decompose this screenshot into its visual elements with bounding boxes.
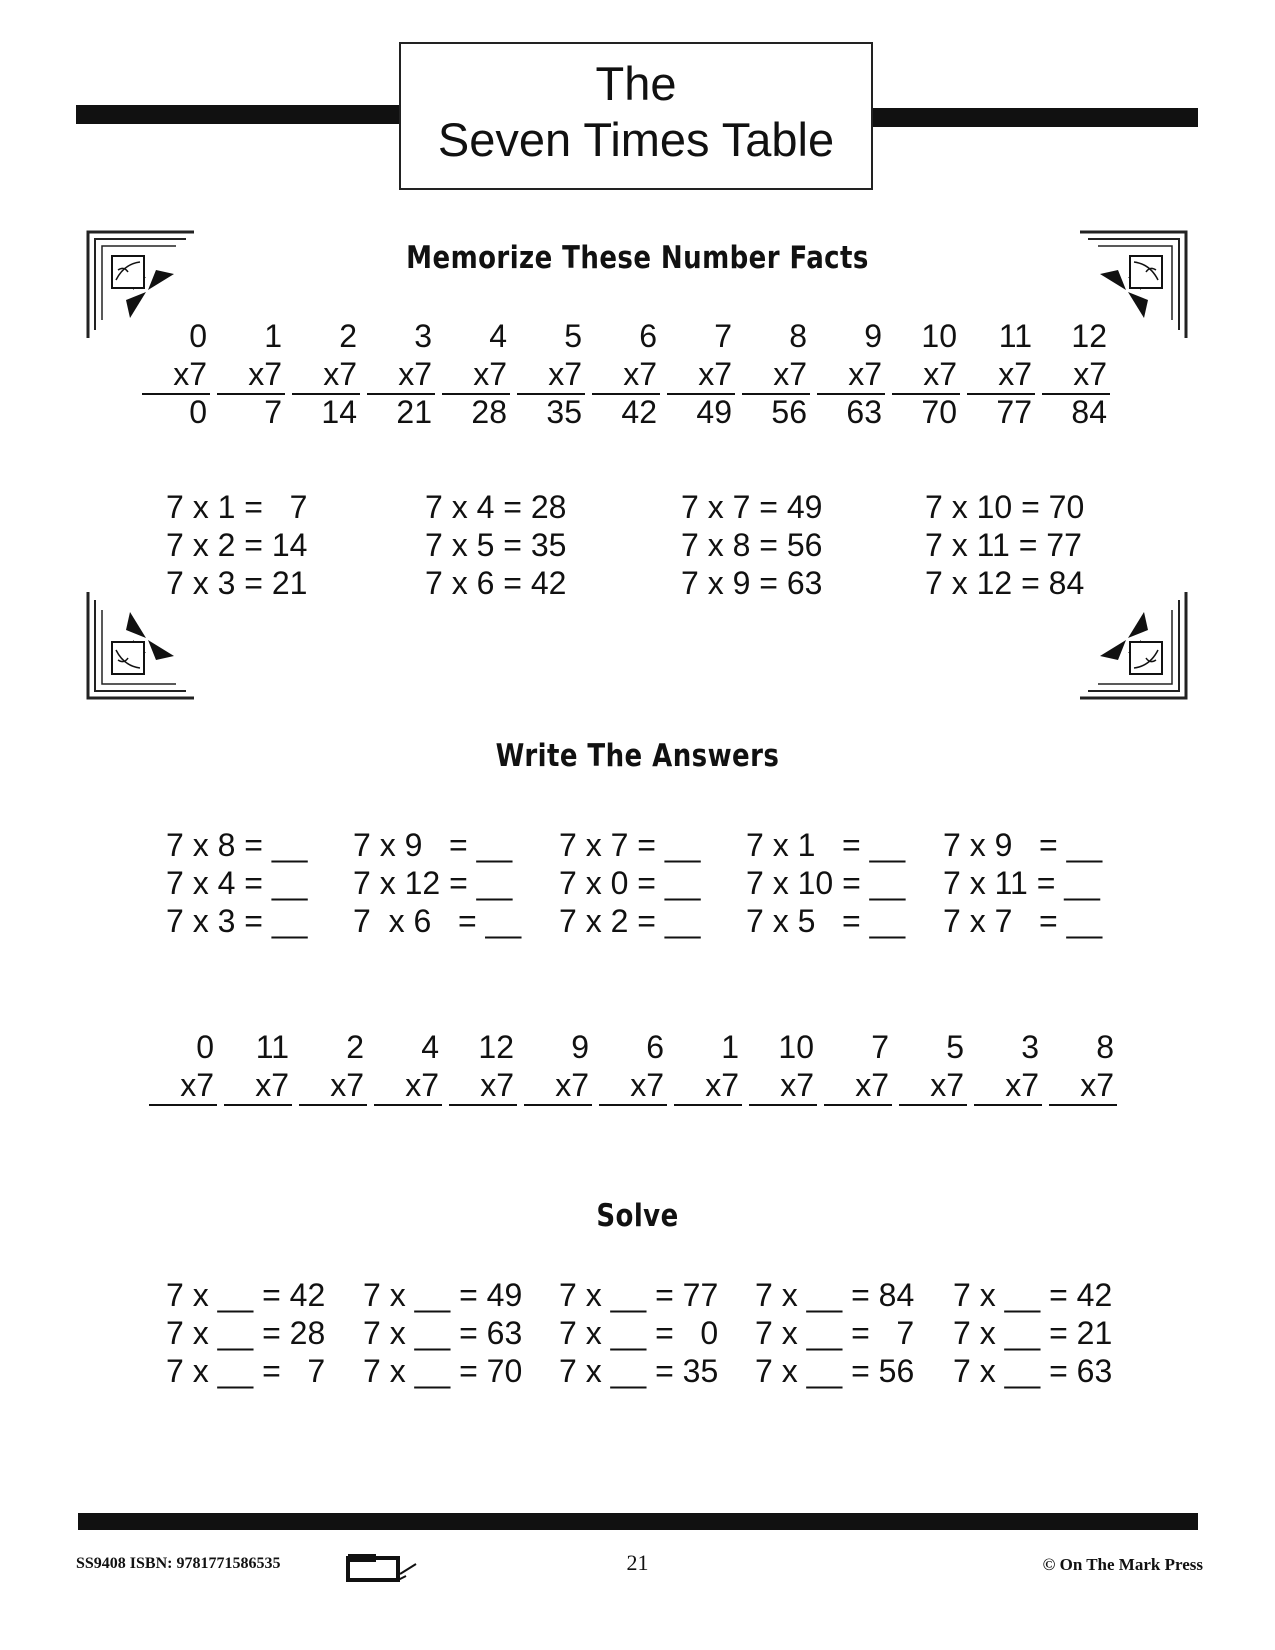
answer-rule bbox=[1042, 393, 1110, 395]
product: 56 bbox=[771, 394, 807, 430]
multiplier: x7 bbox=[248, 356, 282, 392]
vertical-problem bbox=[1045, 317, 1107, 431]
solve-line[interactable]: 7 x __ = 35 bbox=[559, 1353, 719, 1389]
answer-blank[interactable] bbox=[599, 1104, 667, 1106]
answer-line[interactable]: 7 x 10 = __ bbox=[746, 865, 906, 901]
answer-blank[interactable] bbox=[824, 1104, 892, 1106]
answer-line[interactable]: 7 x 6 = __ bbox=[353, 903, 522, 939]
title-box bbox=[399, 42, 873, 190]
solve-heading: Solve bbox=[596, 1198, 679, 1234]
multiplicand: 12 bbox=[1071, 318, 1107, 354]
vertical-problem bbox=[377, 1028, 439, 1104]
answer-rule bbox=[742, 393, 810, 395]
vertical-problem bbox=[227, 1028, 289, 1104]
answer-rule bbox=[442, 393, 510, 395]
answer-blank[interactable] bbox=[449, 1104, 517, 1106]
fact-line: 7 x 3 = 21 bbox=[166, 565, 308, 601]
vertical-problem bbox=[895, 317, 957, 431]
fact-line: 7 x 2 = 14 bbox=[166, 527, 308, 563]
answer-line[interactable]: 7 x 7 = __ bbox=[943, 903, 1103, 939]
vertical-problem bbox=[670, 317, 732, 431]
multiplicand: 9 bbox=[571, 1029, 589, 1065]
multiplicand: 6 bbox=[646, 1029, 664, 1065]
page-title-line1: The bbox=[595, 57, 677, 110]
solve-line[interactable]: 7 x __ = 7 bbox=[755, 1315, 915, 1351]
fact-line: 7 x 4 = 28 bbox=[425, 489, 567, 525]
multiplicand: 3 bbox=[414, 318, 432, 354]
multiplicand: 4 bbox=[421, 1029, 439, 1065]
vertical-problem bbox=[152, 1028, 214, 1104]
solve-line[interactable]: 7 x __ = 63 bbox=[953, 1353, 1113, 1389]
solve-line[interactable]: 7 x __ = 56 bbox=[755, 1353, 915, 1389]
multiplier: x7 bbox=[255, 1067, 289, 1103]
multiplicand: 4 bbox=[489, 318, 507, 354]
solve-line[interactable]: 7 x __ = 42 bbox=[166, 1277, 326, 1313]
multiplicand: 0 bbox=[196, 1029, 214, 1065]
product: 0 bbox=[189, 394, 207, 430]
product: 14 bbox=[321, 394, 357, 430]
answer-rule bbox=[817, 393, 885, 395]
multiplicand: 12 bbox=[478, 1029, 514, 1065]
page-number: 21 bbox=[626, 1550, 649, 1575]
fact-line: 7 x 9 = 63 bbox=[681, 565, 823, 601]
vertical-problem bbox=[677, 1028, 739, 1104]
multiplicand: 7 bbox=[714, 318, 732, 354]
multiplicand: 11 bbox=[255, 1029, 289, 1065]
multiplier: x7 bbox=[548, 356, 582, 392]
write-answers-heading: Write The Answers bbox=[495, 738, 780, 774]
answer-rule bbox=[892, 393, 960, 395]
multiplier: x7 bbox=[330, 1067, 364, 1103]
product: 42 bbox=[621, 394, 657, 430]
fact-line: 7 x 12 = 84 bbox=[925, 565, 1085, 601]
product: 35 bbox=[546, 394, 582, 430]
multiplicand: 8 bbox=[1096, 1029, 1114, 1065]
answer-line[interactable]: 7 x 9 = __ bbox=[353, 827, 513, 863]
solve-line[interactable]: 7 x __ = 70 bbox=[363, 1353, 523, 1389]
product: 21 bbox=[396, 394, 432, 430]
vertical-problem bbox=[520, 317, 582, 431]
answer-line[interactable]: 7 x 4 = __ bbox=[166, 865, 308, 901]
multiplicand: 2 bbox=[346, 1029, 364, 1065]
product: 84 bbox=[1071, 394, 1107, 430]
solve-line[interactable]: 7 x __ = 84 bbox=[755, 1277, 915, 1313]
fact-line: 7 x 10 = 70 bbox=[925, 489, 1085, 525]
solve-line[interactable]: 7 x __ = 49 bbox=[363, 1277, 523, 1313]
vertical-problem bbox=[452, 1028, 514, 1104]
answer-line[interactable]: 7 x 5 = __ bbox=[746, 903, 906, 939]
page-title-line2: Seven Times Table bbox=[437, 113, 835, 166]
vertical-problem bbox=[595, 317, 657, 431]
answer-rule bbox=[367, 393, 435, 395]
vertical-problem bbox=[745, 317, 807, 431]
multiplicand: 10 bbox=[921, 318, 957, 354]
vertical-problem bbox=[752, 1028, 814, 1104]
multiplier: x7 bbox=[473, 356, 507, 392]
vertical-problem bbox=[1052, 1028, 1114, 1104]
answer-line[interactable]: 7 x 7 = __ bbox=[559, 827, 701, 863]
multiplier: x7 bbox=[1080, 1067, 1114, 1103]
multiplier: x7 bbox=[1005, 1067, 1039, 1103]
answer-blank[interactable] bbox=[1049, 1104, 1117, 1106]
fact-line: 7 x 1 = 7 bbox=[166, 489, 308, 525]
memorize-heading: Memorize These Number Facts bbox=[406, 240, 869, 276]
vertical-problem bbox=[145, 317, 207, 431]
footer-publisher: © On The Mark Press bbox=[1042, 1555, 1203, 1574]
multiplier: x7 bbox=[398, 356, 432, 392]
answer-blank[interactable] bbox=[974, 1104, 1042, 1106]
product: 77 bbox=[996, 394, 1032, 430]
answer-blank[interactable] bbox=[524, 1104, 592, 1106]
multiplier: x7 bbox=[623, 356, 657, 392]
multiplier: x7 bbox=[180, 1067, 214, 1103]
answer-line[interactable]: 7 x 9 = __ bbox=[943, 827, 1103, 863]
product: 7 bbox=[264, 394, 282, 430]
multiplicand: 7 bbox=[871, 1029, 889, 1065]
multiplier: x7 bbox=[1073, 356, 1107, 392]
multiplier: x7 bbox=[705, 1067, 739, 1103]
answer-line[interactable]: 7 x 2 = __ bbox=[559, 903, 701, 939]
solve-line[interactable]: 7 x __ = 21 bbox=[953, 1315, 1113, 1351]
multiplier: x7 bbox=[405, 1067, 439, 1103]
answer-rule bbox=[292, 393, 360, 395]
solve-line[interactable]: 7 x __ = 28 bbox=[166, 1315, 326, 1351]
product: 70 bbox=[921, 394, 957, 430]
answer-rule bbox=[142, 393, 210, 395]
multiplier: x7 bbox=[173, 356, 207, 392]
fact-line: 7 x 5 = 35 bbox=[425, 527, 567, 563]
fact-line: 7 x 8 = 56 bbox=[681, 527, 823, 563]
multiplier: x7 bbox=[698, 356, 732, 392]
answer-blank[interactable] bbox=[299, 1104, 367, 1106]
solve-line[interactable]: 7 x __ = 0 bbox=[559, 1315, 719, 1351]
multiplicand: 5 bbox=[946, 1029, 964, 1065]
multiplicand: 3 bbox=[1021, 1029, 1039, 1065]
answer-line[interactable]: 7 x 8 = __ bbox=[166, 827, 308, 863]
answer-rule bbox=[517, 393, 585, 395]
vertical-problem bbox=[295, 317, 357, 431]
multiplier: x7 bbox=[930, 1067, 964, 1103]
solve-line[interactable]: 7 x __ = 77 bbox=[559, 1277, 719, 1313]
multiplier: x7 bbox=[630, 1067, 664, 1103]
answer-rule bbox=[592, 393, 660, 395]
solve-line[interactable]: 7 x __ = 7 bbox=[166, 1353, 326, 1389]
vertical-problem bbox=[602, 1028, 664, 1104]
fact-line: 7 x 6 = 42 bbox=[425, 565, 567, 601]
fact-line: 7 x 11 = 77 bbox=[925, 527, 1082, 563]
multiplicand: 5 bbox=[564, 318, 582, 354]
answer-blank[interactable] bbox=[674, 1104, 742, 1106]
vertical-problem bbox=[445, 317, 507, 431]
product: 63 bbox=[846, 394, 882, 430]
multiplier: x7 bbox=[773, 356, 807, 392]
multiplicand: 0 bbox=[189, 318, 207, 354]
multiplier: x7 bbox=[923, 356, 957, 392]
answer-line[interactable]: 7 x 3 = __ bbox=[166, 903, 308, 939]
multiplier: x7 bbox=[855, 1067, 889, 1103]
vertical-problem bbox=[977, 1028, 1039, 1104]
multiplier: x7 bbox=[848, 356, 882, 392]
answer-rule bbox=[667, 393, 735, 395]
answer-line[interactable]: 7 x 11 = __ bbox=[943, 865, 1100, 901]
answer-line[interactable]: 7 x 0 = __ bbox=[559, 865, 701, 901]
multiplier: x7 bbox=[555, 1067, 589, 1103]
product: 49 bbox=[696, 394, 732, 430]
footer-bar bbox=[78, 1513, 1198, 1530]
multiplier: x7 bbox=[323, 356, 357, 392]
answer-blank[interactable] bbox=[149, 1104, 217, 1106]
answer-blank[interactable] bbox=[899, 1104, 967, 1106]
fact-line: 7 x 7 = 49 bbox=[681, 489, 823, 525]
footer-isbn: SS9408 ISBN: 9781771586535 bbox=[76, 1555, 281, 1572]
answer-rule bbox=[967, 393, 1035, 395]
multiplicand: 6 bbox=[639, 318, 657, 354]
answer-blank[interactable] bbox=[374, 1104, 442, 1106]
vertical-problem bbox=[902, 1028, 964, 1104]
multiplicand: 11 bbox=[998, 318, 1032, 354]
vertical-problem bbox=[827, 1028, 889, 1104]
vertical-problem bbox=[970, 317, 1032, 431]
header-bar-left bbox=[76, 105, 402, 124]
multiplier: x7 bbox=[998, 356, 1032, 392]
multiplicand: 9 bbox=[864, 318, 882, 354]
corner-ornament-bottom-left-icon bbox=[86, 588, 198, 700]
multiplicand: 8 bbox=[789, 318, 807, 354]
answer-line[interactable]: 7 x 12 = __ bbox=[353, 865, 513, 901]
multiplicand: 1 bbox=[721, 1029, 739, 1065]
multiplicand: 1 bbox=[264, 318, 282, 354]
vertical-problem bbox=[370, 317, 432, 431]
vertical-problem bbox=[220, 317, 282, 431]
answer-line[interactable]: 7 x 1 = __ bbox=[746, 827, 906, 863]
header-bar-right bbox=[871, 108, 1198, 127]
vertical-problem bbox=[527, 1028, 589, 1104]
multiplicand: 10 bbox=[778, 1029, 814, 1065]
answer-blank[interactable] bbox=[749, 1104, 817, 1106]
vertical-problem bbox=[820, 317, 882, 431]
product: 28 bbox=[471, 394, 507, 430]
solve-line[interactable]: 7 x __ = 42 bbox=[953, 1277, 1113, 1313]
multiplier: x7 bbox=[480, 1067, 514, 1103]
corner-ornament-bottom-right-icon bbox=[1076, 588, 1188, 700]
answer-blank[interactable] bbox=[224, 1104, 292, 1106]
vertical-problem bbox=[302, 1028, 364, 1104]
solve-line[interactable]: 7 x __ = 63 bbox=[363, 1315, 523, 1351]
multiplicand: 2 bbox=[339, 318, 357, 354]
answer-rule bbox=[217, 393, 285, 395]
multiplier: x7 bbox=[780, 1067, 814, 1103]
